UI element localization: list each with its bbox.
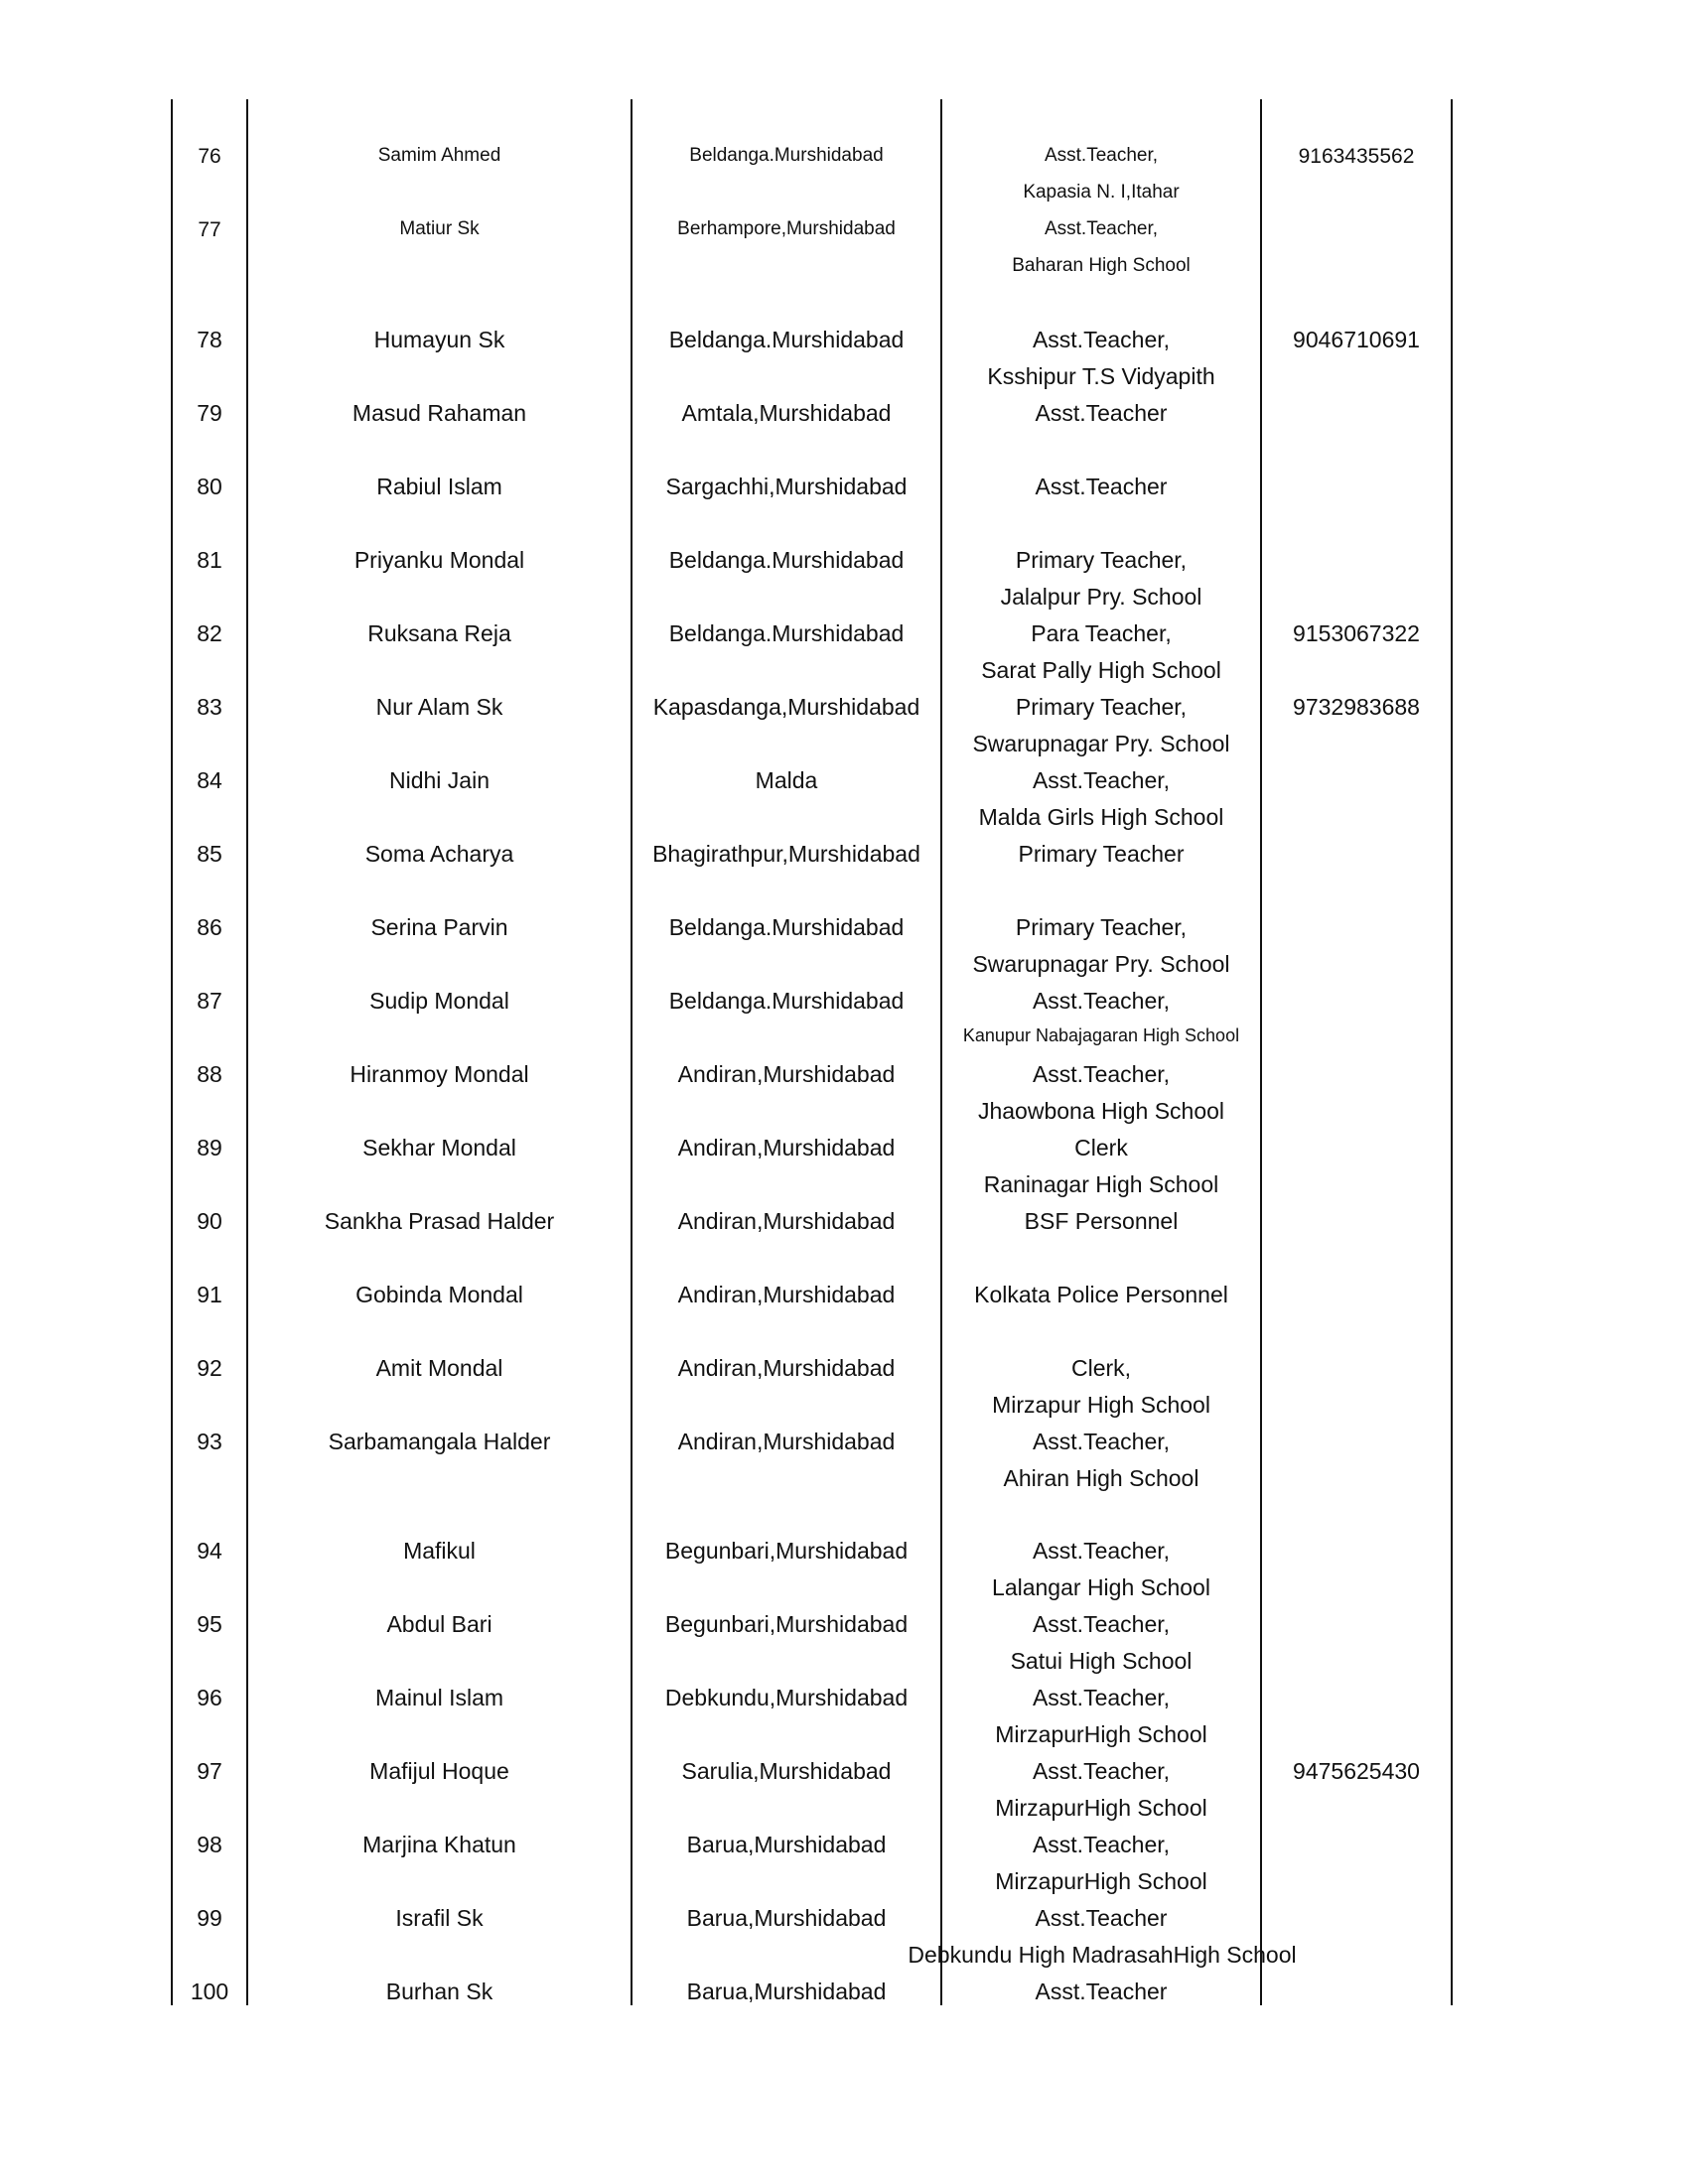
address: Begunbari,Murshidabad <box>664 1538 909 1564</box>
serial-number: 94 <box>197 1538 222 1564</box>
phone-number: 9475625430 <box>1293 1758 1420 1784</box>
address: Debkundu,Murshidabad <box>664 1685 909 1710</box>
serial-number: 93 <box>197 1429 222 1454</box>
workplace: Kanupur Nabajagaran High School <box>962 1025 1240 1045</box>
address: Berhampore,Murshidabad <box>677 218 896 239</box>
serial-number: 78 <box>197 327 222 352</box>
occupation: Asst.Teacher, <box>1044 218 1159 239</box>
person-name: Hiranmoy Mondal <box>350 1061 529 1087</box>
person-name: Mafijul Hoque <box>369 1758 509 1784</box>
workplace: Satui High School <box>1010 1648 1193 1674</box>
address: Beldanga.Murshidabad <box>668 988 905 1014</box>
serial-number: 84 <box>197 767 222 793</box>
occupation: Asst.Teacher <box>1035 1905 1168 1931</box>
workplace: Kapasia N. I,Itahar <box>1023 182 1180 203</box>
address: Barua,Murshidabad <box>686 1979 887 2004</box>
address: Malda <box>755 767 818 793</box>
workplace: Raninagar High School <box>983 1171 1219 1197</box>
address: Bhagirathpur,Murshidabad <box>652 841 920 867</box>
occupation: Primary Teacher, <box>1015 914 1188 940</box>
person-name: Nidhi Jain <box>389 767 490 793</box>
serial-number: 85 <box>197 841 222 867</box>
serial-number: 77 <box>198 218 221 241</box>
occupation: Asst.Teacher, <box>1032 1429 1171 1454</box>
phone-number: 9153067322 <box>1293 620 1420 646</box>
occupation: Asst.Teacher, <box>1032 767 1171 793</box>
serial-number: 80 <box>197 474 222 499</box>
occupation: Asst.Teacher, <box>1032 1758 1171 1784</box>
address: Beldanga.Murshidabad <box>668 327 905 352</box>
workplace: Baharan High School <box>1012 255 1191 276</box>
address: Beldanga.Murshidabad <box>668 547 905 573</box>
workplace: Mirzapur High School <box>992 1392 1210 1418</box>
workplace: Sarat Pally High School <box>981 657 1221 683</box>
serial-number: 76 <box>198 145 221 168</box>
occupation: Asst.Teacher, <box>1032 1061 1171 1087</box>
serial-number: 92 <box>197 1355 222 1381</box>
person-name: Amit Mondal <box>375 1355 503 1381</box>
person-name: Serina Parvin <box>370 914 508 940</box>
phone-number: 9732983688 <box>1293 694 1420 720</box>
occupation: Asst.Teacher <box>1035 1979 1168 2004</box>
person-name: Masud Rahaman <box>352 400 527 426</box>
workplace: MirzapurHigh School <box>995 1868 1207 1894</box>
person-name: Sarbamangala Halder <box>328 1429 551 1454</box>
person-name: Israfil Sk <box>395 1905 484 1931</box>
occupation: Asst.Teacher, <box>1032 1538 1171 1564</box>
workplace: Debkundu High MadrasahHigh School <box>908 1942 1297 1968</box>
person-name: Abdul Bari <box>386 1611 492 1637</box>
serial-number: 99 <box>197 1905 222 1931</box>
occupation: Asst.Teacher <box>1035 474 1168 499</box>
serial-number: 91 <box>197 1282 222 1307</box>
workplace: Jalalpur Pry. School <box>1000 584 1202 610</box>
address: Sarulia,Murshidabad <box>681 1758 892 1784</box>
occupation: Asst.Teacher <box>1035 400 1168 426</box>
address: Amtala,Murshidabad <box>681 400 892 426</box>
occupation: Kolkata Police Personnel <box>974 1282 1228 1307</box>
serial-number: 96 <box>197 1685 222 1710</box>
phone-number: 9046710691 <box>1293 327 1420 352</box>
column-divider <box>1260 99 1262 2005</box>
serial-number: 95 <box>197 1611 222 1637</box>
address: Andiran,Murshidabad <box>677 1429 896 1454</box>
serial-number: 90 <box>197 1208 222 1234</box>
address: Andiran,Murshidabad <box>677 1282 896 1307</box>
address: Begunbari,Murshidabad <box>664 1611 909 1637</box>
person-name: Rabiul Islam <box>376 474 502 499</box>
address: Barua,Murshidabad <box>686 1905 887 1931</box>
serial-number: 83 <box>197 694 222 720</box>
person-name: Mafikul <box>403 1538 476 1564</box>
column-divider <box>171 99 173 2005</box>
phone-number: 9163435562 <box>1298 145 1415 168</box>
occupation: Clerk <box>1074 1135 1128 1160</box>
workplace: Ahiran High School <box>1003 1465 1199 1491</box>
occupation: Asst.Teacher, <box>1044 145 1159 166</box>
address: Andiran,Murshidabad <box>677 1135 896 1160</box>
occupation: Asst.Teacher, <box>1032 1611 1171 1637</box>
column-divider <box>246 99 248 2005</box>
person-name: Priyanku Mondal <box>353 547 525 573</box>
serial-number: 79 <box>197 400 222 426</box>
workplace: Ksshipur T.S Vidyapith <box>987 363 1215 389</box>
occupation: Primary Teacher, <box>1015 694 1188 720</box>
occupation: Asst.Teacher, <box>1032 1685 1171 1710</box>
occupation: Asst.Teacher, <box>1032 1832 1171 1857</box>
serial-number: 82 <box>197 620 222 646</box>
address: Beldanga.Murshidabad <box>689 145 884 166</box>
serial-number: 98 <box>197 1832 222 1857</box>
serial-number: 87 <box>197 988 222 1014</box>
occupation: BSF Personnel <box>1024 1208 1179 1234</box>
person-name: Burhan Sk <box>385 1979 493 2004</box>
occupation: Clerk, <box>1070 1355 1132 1381</box>
person-name: Mainul Islam <box>374 1685 504 1710</box>
person-name: Matiur Sk <box>399 218 480 239</box>
address: Andiran,Murshidabad <box>677 1208 896 1234</box>
serial-number: 88 <box>197 1061 222 1087</box>
workplace: Lalangar High School <box>992 1574 1210 1600</box>
person-name: Soma Acharya <box>364 841 514 867</box>
occupation: Primary Teacher, <box>1015 547 1188 573</box>
serial-number: 89 <box>197 1135 222 1160</box>
occupation: Asst.Teacher, <box>1032 988 1171 1014</box>
person-name: Ruksana Reja <box>367 620 511 646</box>
person-name: Marjina Khatun <box>362 1832 516 1857</box>
person-name: Humayun Sk <box>373 327 505 352</box>
address: Andiran,Murshidabad <box>677 1355 896 1381</box>
column-divider <box>631 99 633 2005</box>
serial-number: 100 <box>190 1979 229 2004</box>
person-name: Gobinda Mondal <box>355 1282 523 1307</box>
occupation: Para Teacher, <box>1031 620 1172 646</box>
address: Andiran,Murshidabad <box>677 1061 896 1087</box>
workplace: MirzapurHigh School <box>995 1721 1207 1747</box>
person-name: Sankha Prasad Halder <box>324 1208 555 1234</box>
occupation: Asst.Teacher, <box>1032 327 1171 352</box>
serial-number: 81 <box>197 547 222 573</box>
address: Kapasdanga,Murshidabad <box>652 694 920 720</box>
person-name: Sekhar Mondal <box>362 1135 516 1160</box>
serial-number: 97 <box>197 1758 222 1784</box>
address: Beldanga.Murshidabad <box>668 914 905 940</box>
address: Sargachhi,Murshidabad <box>665 474 908 499</box>
workplace: Malda Girls High School <box>978 804 1224 830</box>
workplace: Swarupnagar Pry. School <box>972 951 1230 977</box>
person-name: Samim Ahmed <box>377 145 501 166</box>
workplace: Jhaowbona High School <box>977 1098 1225 1124</box>
serial-number: 86 <box>197 914 222 940</box>
person-name: Sudip Mondal <box>369 988 509 1014</box>
column-divider <box>1451 99 1453 2005</box>
address: Beldanga.Murshidabad <box>668 620 905 646</box>
workplace: Swarupnagar Pry. School <box>972 731 1230 756</box>
person-name: Nur Alam Sk <box>375 694 503 720</box>
workplace: MirzapurHigh School <box>995 1795 1207 1821</box>
address: Barua,Murshidabad <box>686 1832 887 1857</box>
occupation: Primary Teacher <box>1018 841 1185 867</box>
